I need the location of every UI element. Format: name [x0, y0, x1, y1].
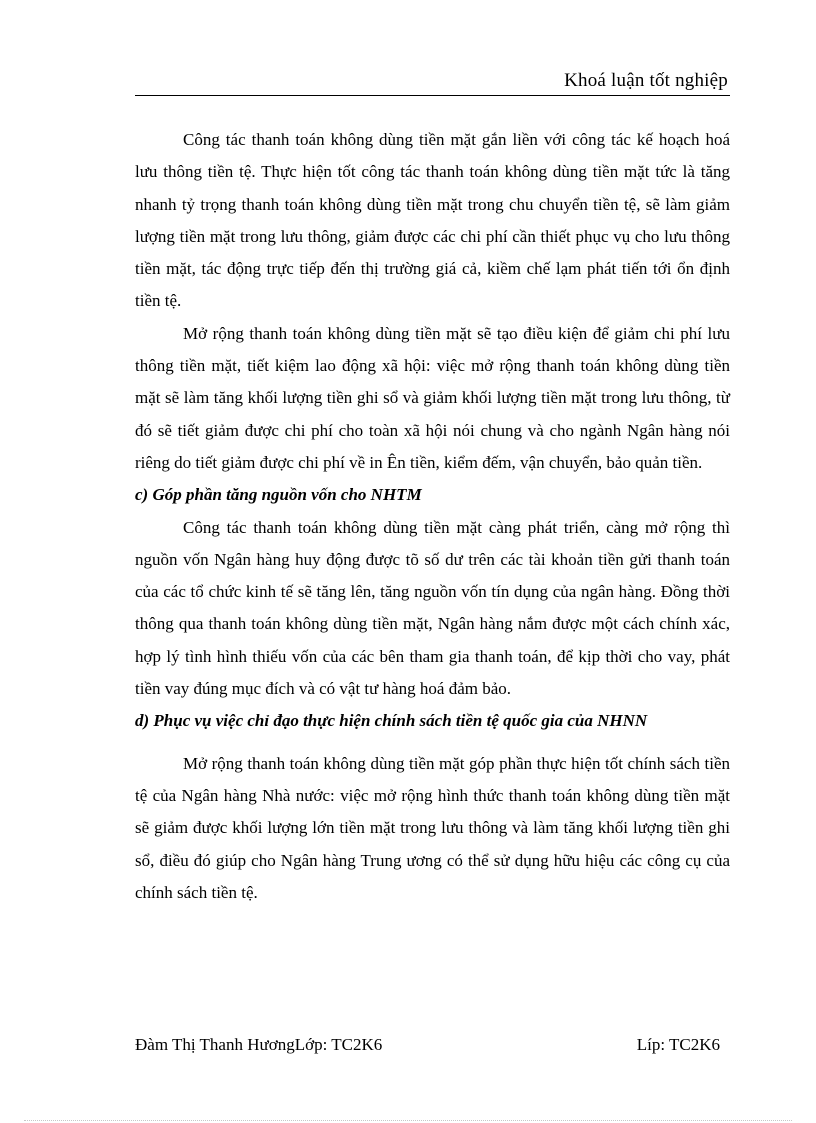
paragraph-2: Mở rộng thanh toán không dùng tiền mặt sẽ tạo điều kiện để giảm chi phí lưu thông tiền mặt, tiết kiệm lao động xã hội: việc mở rộng thanh toán không dùng tiền mặt sẽ làm tăng khối lượng tiền ghi sổ và giảm khối lượng tiền mặt trong lưu thông, từ đó sẽ tiết giảm được chi phí cho toàn xã hội nói chung và cho ngành Ngân hàng nói riêng do tiết giảm được chi phí về in Ên tiền, kiểm đếm, vận chuyển, bảo quản tiền. — [135, 323, 730, 472]
header-title: Khoá luận tốt nghiệp — [564, 70, 728, 91]
footer-author: Đàm Thị Thanh HươngLớp: TC2K6 — [135, 1035, 383, 1054]
paragraph-3: Công tác thanh toán không dùng tiền mặt càng phát triển, càng mở rộng thì nguồn vốn Ngân hàng huy động được tõ số dư trên các tài khoản tiền gửi thanh toán của các tổ chức kinh tế sẽ tăng lên, tăng nguồn vốn tín dụng của ngân hàng. Đồng thời thông qua thanh toán không dùng tiền mặt, Ngân hàng nắm được một cách chính xác, hợp lý tình hình thiếu vốn của các bên tham gia thanh toán, để kịp thời cho vay, phát tiền vay đúng mục đích và có vật tư hàng hoá đảm bảo. — [135, 517, 730, 699]
paragraph-1: Công tác thanh toán không dùng tiền mặt gắn liền với công tác kế hoạch hoá lưu thông tiền tệ. Thực hiện tốt công tác thanh toán không dùng tiền mặt tức là tăng nhanh tỷ trọng thanh toán không dùng tiền mặt trong chu chuyển tiền tệ, sẽ làm giảm lượng tiền mặt trong lưu thông, giảm được các chi phí cần thiết phục vụ cho lưu thông tiền mặt, tác động trực tiếp đến thị trường giá cả, kiềm chế lạm phát tiến tới ổn định tiền tệ. — [135, 130, 730, 311]
paragraph-4: Mở rộng thanh toán không dùng tiền mặt góp phần thực hiện tốt chính sách tiền tệ của Ngân hàng Nhà nước: việc mở rộng hình thức thanh toán không dùng tiền mặt sẽ giảm được khối lượng lớn tiền mặt trong lưu thông và làm tăng khối lượng tiền ghi sổ, điều đó giúp cho Ngân hàng Trung ương có thể sử dụng hữu hiệu các công cụ của chính sách tiền tệ. — [135, 753, 730, 902]
page-bottom-border — [24, 1120, 792, 1121]
section-heading-d: d) Phục vụ việc chỉ đạo thực hiện chính sách tiền tệ quốc gia của NHNN — [135, 711, 648, 731]
document-body — [135, 124, 730, 909]
section-heading-c: c) Góp phần tăng nguồn vốn cho NHTM — [135, 485, 422, 505]
footer-class: Líp: TC2K6 — [636, 1035, 720, 1054]
header-divider — [135, 95, 730, 96]
